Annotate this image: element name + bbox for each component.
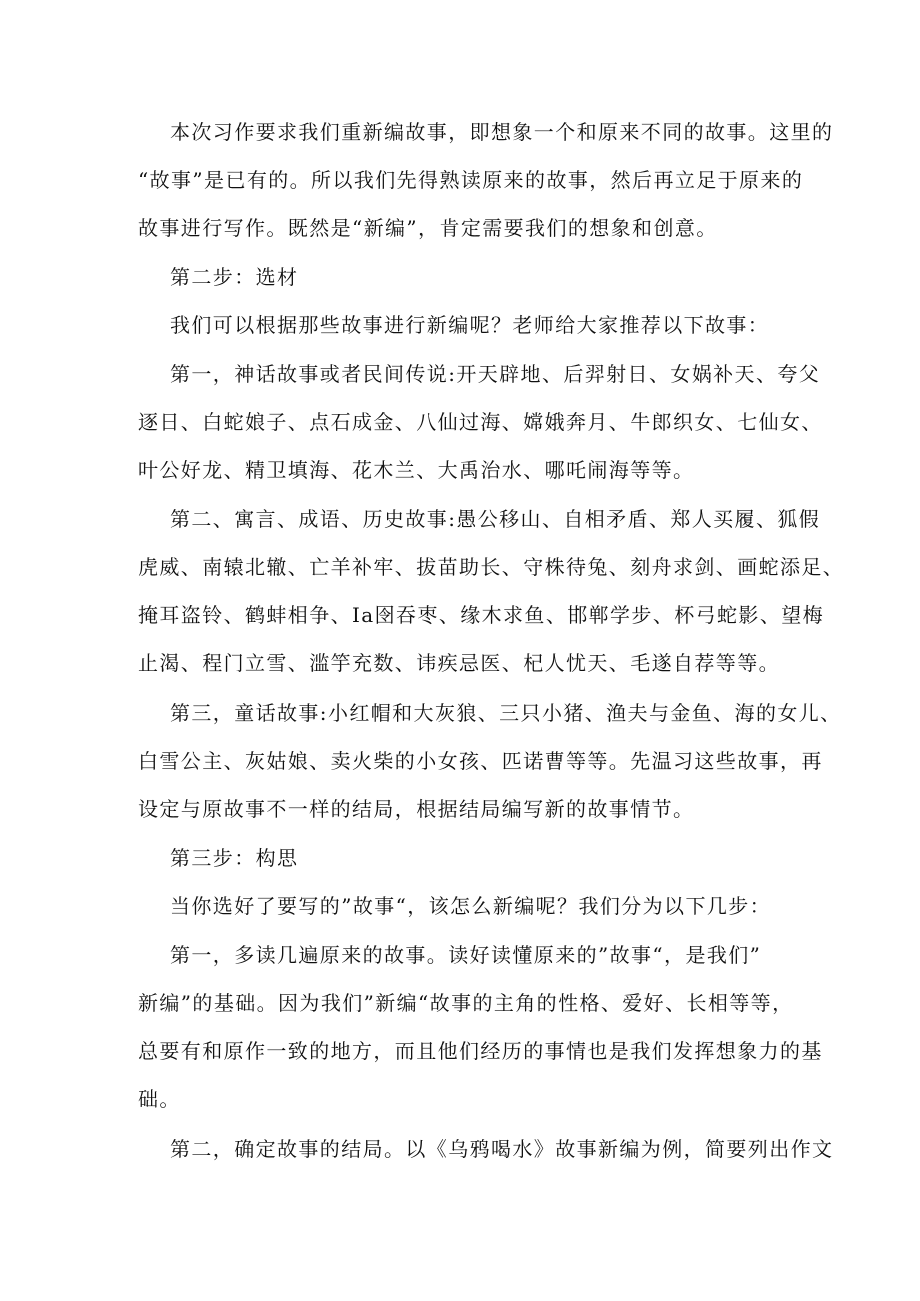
text-line: 第二、寓言、成语、历史故事:愚公移山、自相矛盾、郑人买履、狐假 [170,507,821,531]
text-line: 叶公好龙、精卫填海、花木兰、大禹治水、哪吒闹海等等。 [138,458,695,482]
text-line: 当你选好了要写的”故事“，该怎么新编呢？我们分为以下几步： [170,894,772,918]
text-line: 总要有和原作一致的地方，而且他们经历的事情也是我们发挥想象力的基 [138,1039,823,1063]
text-line: 掩耳盗铃、鹤蚌相争、Ia囹吞枣、缘木求鱼、邯郸学步、杯弓蛇影、望梅 [138,603,825,627]
section-heading: 第二步：选材 [170,265,299,289]
text-line: 白雪公主、灰姑娘、卖火柴的小女孩、匹诺曹等等。先温习这些故事，再 [138,749,823,773]
text-line: 础。 [138,1087,181,1111]
text-line: 逐日、白蛇娘子、点石成金、八仙过海、嫦娥奔月、牛郎织女、七仙女、 [138,410,823,434]
text-line: 设定与原故事不一样的结局，根据结局编写新的故事情节。 [138,797,695,821]
text-line: 第二，确定故事的结局。以《乌鸦喝水》故事新编为例，简要列出作文 [170,1137,834,1161]
text-line: 本次习作要求我们重新编故事，即想象一个和原来不同的故事。这里的 [170,120,834,144]
section-heading: 第三步：构思 [170,846,299,870]
text-line: 第三，童话故事:小红帽和大灰狼、三只小猪、渔夫与金鱼、海的女儿、 [170,701,842,725]
text-line: 止渴、程门立雪、滥竽充数、讳疾忌医、杞人忧天、毛遂自荐等等。 [138,651,780,675]
text-line: “故事”是已有的。所以我们先得熟读原来的故事，然后再立足于原来的 [138,168,804,192]
text-line: 故事进行写作。既然是“新编”，肯定需要我们的想象和创意。 [138,216,718,240]
text-line: 第一，多读几遍原来的故事。读好读懂原来的”故事“，是我们” [170,943,762,967]
text-line: 第一，神话故事或者民间传说:开天辟地、后羿射日、女娲补天、夸父 [170,362,821,386]
text-line: 虎威、南辕北辙、亡羊补牢、拔苗助长、守株待兔、刻舟求剑、画蛇添足、 [138,555,845,579]
text-line: 新编”的基础。因为我们”新编“故事的主角的性格、爱好、长相等等， [138,991,794,1015]
text-line: 我们可以根据那些故事进行新编呢？老师给大家推荐以下故事： [170,313,770,337]
